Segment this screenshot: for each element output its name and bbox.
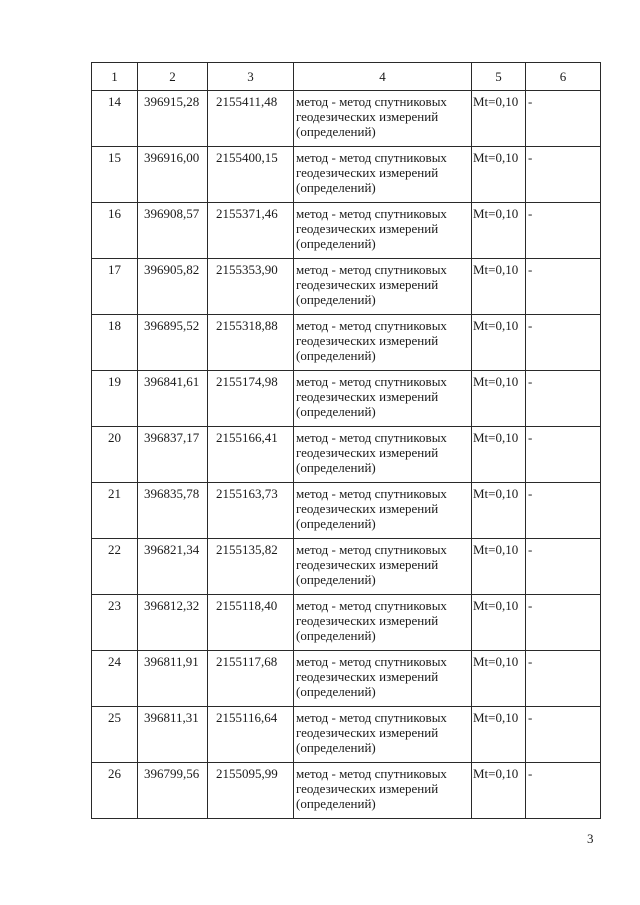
note-cell: - (526, 259, 601, 315)
point-number-cell: 23 (92, 595, 138, 651)
table-row (92, 371, 601, 427)
accuracy-cell: Mt=0,10 (472, 595, 526, 651)
point-number-cell: 24 (92, 651, 138, 707)
table-row (92, 315, 601, 371)
table-row (92, 483, 601, 539)
y-coordinate-cell: 2155163,73 (208, 483, 294, 539)
y-coordinate-cell: 2155400,15 (208, 147, 294, 203)
note-cell: - (526, 651, 601, 707)
method-cell: метод - метод спутниковых геодезических измерений (определений) (294, 483, 472, 539)
y-coordinate-cell: 2155116,64 (208, 707, 294, 763)
accuracy-cell: Mt=0,10 (472, 315, 526, 371)
table-row (92, 203, 601, 259)
table-row (92, 707, 601, 763)
accuracy-cell: Mt=0,10 (472, 259, 526, 315)
point-number-cell: 26 (92, 763, 138, 819)
accuracy-cell: Mt=0,10 (472, 539, 526, 595)
y-coordinate-cell: 2155411,48 (208, 91, 294, 147)
column-header-2: 2 (138, 63, 208, 91)
x-coordinate-cell: 396821,34 (138, 539, 208, 595)
x-coordinate-cell: 396837,17 (138, 427, 208, 483)
note-cell: - (526, 595, 601, 651)
method-cell: метод - метод спутниковых геодезических измерений (определений) (294, 595, 472, 651)
method-cell: метод - метод спутниковых геодезических измерений (определений) (294, 203, 472, 259)
accuracy-cell: Mt=0,10 (472, 371, 526, 427)
column-header-3: 3 (208, 63, 294, 91)
column-header-5: 5 (472, 63, 526, 91)
note-cell: - (526, 763, 601, 819)
x-coordinate-cell: 396905,82 (138, 259, 208, 315)
note-cell: - (526, 483, 601, 539)
point-number-cell: 21 (92, 483, 138, 539)
method-cell: метод - метод спутниковых геодезических измерений (определений) (294, 91, 472, 147)
point-number-cell: 17 (92, 259, 138, 315)
accuracy-cell: Mt=0,10 (472, 707, 526, 763)
note-cell: - (526, 315, 601, 371)
y-coordinate-cell: 2155135,82 (208, 539, 294, 595)
point-number-cell: 14 (92, 91, 138, 147)
y-coordinate-cell: 2155117,68 (208, 651, 294, 707)
table-row (92, 91, 601, 147)
point-number-cell: 20 (92, 427, 138, 483)
method-cell: метод - метод спутниковых геодезических измерений (определений) (294, 427, 472, 483)
method-cell: метод - метод спутниковых геодезических измерений (определений) (294, 651, 472, 707)
table-row (92, 539, 601, 595)
table-header-row (92, 63, 601, 91)
point-number-cell: 19 (92, 371, 138, 427)
x-coordinate-cell: 396841,61 (138, 371, 208, 427)
y-coordinate-cell: 2155166,41 (208, 427, 294, 483)
note-cell: - (526, 371, 601, 427)
y-coordinate-cell: 2155371,46 (208, 203, 294, 259)
accuracy-cell: Mt=0,10 (472, 203, 526, 259)
table-row (92, 651, 601, 707)
table-row (92, 595, 601, 651)
point-number-cell: 16 (92, 203, 138, 259)
page-number: 3 (587, 831, 594, 846)
accuracy-cell: Mt=0,10 (472, 427, 526, 483)
note-cell: - (526, 91, 601, 147)
accuracy-cell: Mt=0,10 (472, 651, 526, 707)
table-row (92, 763, 601, 819)
accuracy-cell: Mt=0,10 (472, 763, 526, 819)
table-row (92, 147, 601, 203)
table-row (92, 427, 601, 483)
note-cell: - (526, 147, 601, 203)
method-cell: метод - метод спутниковых геодезических измерений (определений) (294, 315, 472, 371)
column-header-1: 1 (92, 63, 138, 91)
x-coordinate-cell: 396811,31 (138, 707, 208, 763)
x-coordinate-cell: 396908,57 (138, 203, 208, 259)
note-cell: - (526, 707, 601, 763)
x-coordinate-cell: 396915,28 (138, 91, 208, 147)
x-coordinate-cell: 396812,32 (138, 595, 208, 651)
y-coordinate-cell: 2155095,99 (208, 763, 294, 819)
method-cell: метод - метод спутниковых геодезических измерений (определений) (294, 539, 472, 595)
table-row (92, 259, 601, 315)
accuracy-cell: Mt=0,10 (472, 91, 526, 147)
x-coordinate-cell: 396799,56 (138, 763, 208, 819)
y-coordinate-cell: 2155353,90 (208, 259, 294, 315)
accuracy-cell: Mt=0,10 (472, 483, 526, 539)
y-coordinate-cell: 2155318,88 (208, 315, 294, 371)
coordinates-table (91, 62, 601, 819)
table-body (92, 91, 601, 819)
x-coordinate-cell: 396916,00 (138, 147, 208, 203)
note-cell: - (526, 427, 601, 483)
method-cell: метод - метод спутниковых геодезических измерений (определений) (294, 147, 472, 203)
method-cell: метод - метод спутниковых геодезических измерений (определений) (294, 707, 472, 763)
point-number-cell: 15 (92, 147, 138, 203)
x-coordinate-cell: 396895,52 (138, 315, 208, 371)
method-cell: метод - метод спутниковых геодезических измерений (определений) (294, 259, 472, 315)
note-cell: - (526, 539, 601, 595)
method-cell: метод - метод спутниковых геодезических измерений (определений) (294, 763, 472, 819)
point-number-cell: 18 (92, 315, 138, 371)
x-coordinate-cell: 396835,78 (138, 483, 208, 539)
note-cell: - (526, 203, 601, 259)
column-header-4: 4 (294, 63, 472, 91)
accuracy-cell: Mt=0,10 (472, 147, 526, 203)
y-coordinate-cell: 2155174,98 (208, 371, 294, 427)
column-header-6: 6 (526, 63, 601, 91)
method-cell: метод - метод спутниковых геодезических измерений (определений) (294, 371, 472, 427)
y-coordinate-cell: 2155118,40 (208, 595, 294, 651)
point-number-cell: 25 (92, 707, 138, 763)
point-number-cell: 22 (92, 539, 138, 595)
x-coordinate-cell: 396811,91 (138, 651, 208, 707)
